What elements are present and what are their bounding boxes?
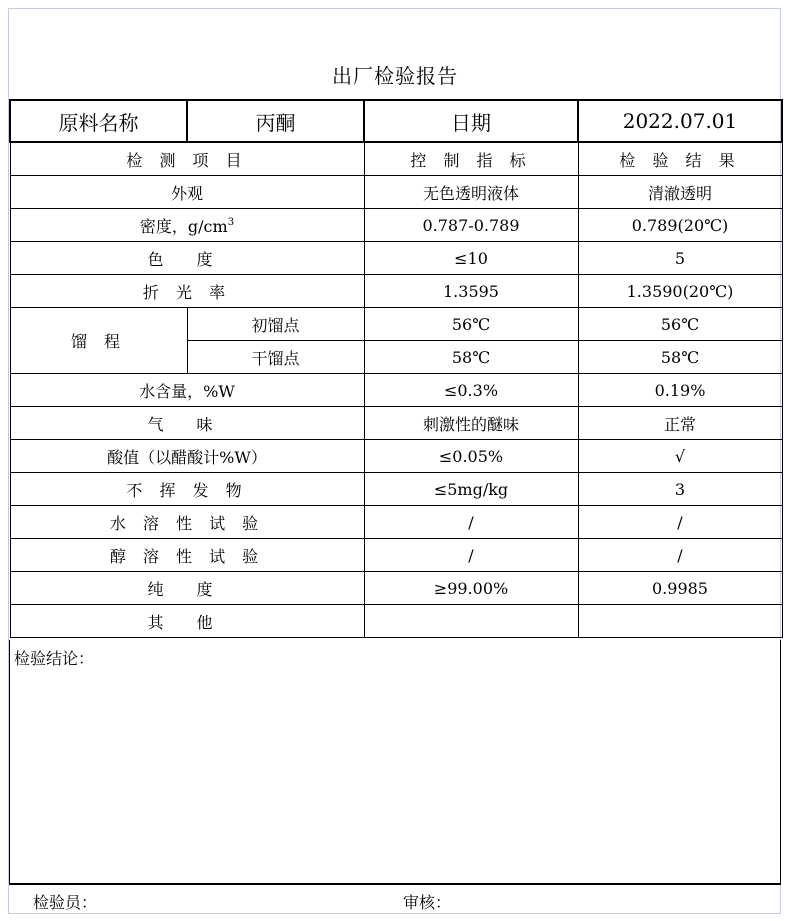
item-water-solubility-test: 水 溶 性 试 验 [10,506,364,539]
spec-purity: ≥99.00% [364,572,578,605]
column-header-spec: 控 制 指 标 [364,142,578,176]
spec-initial-boiling-point: 56℃ [364,308,578,341]
reviewer-signature-label: 审核： [403,893,452,912]
item-odor: 气 味 [10,407,364,440]
material-name-label: 原料名称 [10,100,187,142]
column-header-row [10,142,782,176]
table-row [10,473,782,506]
item-other: 其 他 [10,605,364,638]
item-purity: 纯 度 [10,572,364,605]
inspection-table [9,99,783,638]
spec-water-content: ≤0.3% [364,374,578,407]
header-row [10,100,782,142]
spec-odor: 刺激性的醚味 [364,407,578,440]
table-row [10,539,782,572]
spec-alcohol-solubility-test: / [364,539,578,572]
result-alcohol-solubility-test[interactable]: / [578,539,782,572]
conclusion-box[interactable] [9,640,781,885]
table-row [10,572,782,605]
result-nonvolatile-matter[interactable]: 3 [578,473,782,506]
date-label: 日期 [364,100,578,142]
table-row [10,506,782,539]
item-distillation-range: 馏 程 [10,308,187,374]
item-initial-boiling-point: 初馏点 [187,308,364,341]
result-initial-boiling-point[interactable]: 56℃ [578,308,782,341]
column-header-result: 检 验 结 果 [578,142,782,176]
result-dry-point[interactable]: 58℃ [578,341,782,374]
table-row [10,242,782,275]
item-color: 色 度 [10,242,364,275]
item-density-label: 密度，g/cm [139,216,228,236]
item-dry-point: 干馏点 [187,341,364,374]
table-row [10,374,782,407]
item-water-content: 水含量，%W [10,374,364,407]
spec-water-solubility-test: / [364,506,578,539]
result-density[interactable]: 0.789(20℃) [578,209,782,242]
result-odor[interactable]: 正常 [578,407,782,440]
material-name-value[interactable]: 丙酮 [187,100,364,142]
spec-dry-point: 58℃ [364,341,578,374]
table-row [10,308,782,341]
result-acid-value[interactable]: √ [578,440,782,473]
item-acid-value: 酸值（以醋酸计%W） [10,440,364,473]
table-row [10,209,782,242]
table-row [10,605,782,638]
result-other[interactable] [578,605,782,638]
spec-color: ≤10 [364,242,578,275]
result-purity[interactable]: 0.9985 [578,572,782,605]
item-alcohol-solubility-test: 醇 溶 性 试 验 [10,539,364,572]
result-refractive-index[interactable]: 1.3590(20℃) [578,275,782,308]
spec-appearance: 无色透明液体 [364,176,578,209]
table-row [10,176,782,209]
result-appearance[interactable]: 清澈透明 [578,176,782,209]
column-header-item: 检 测 项 目 [10,142,364,176]
result-water-solubility-test[interactable]: / [578,506,782,539]
date-value[interactable]: 2022.07.01 [578,100,782,142]
table-row [10,407,782,440]
item-density-superscript: 3 [227,216,235,228]
result-color[interactable]: 5 [578,242,782,275]
item-appearance: 外观 [10,176,364,209]
spec-nonvolatile-matter: ≤5mg/kg [364,473,578,506]
table-row [10,275,782,308]
conclusion-label: 检验结论： [14,649,95,668]
inspector-signature-label: 检验员： [33,893,98,912]
item-nonvolatile-matter: 不 挥 发 物 [10,473,364,506]
item-density [10,209,364,242]
item-refractive-index: 折 光 率 [10,275,364,308]
spec-density: 0.787-0.789 [364,209,578,242]
table-row [10,440,782,473]
spec-other[interactable] [364,605,578,638]
result-water-content[interactable]: 0.19% [578,374,782,407]
spec-refractive-index: 1.3595 [364,275,578,308]
report-title: 出厂检验报告 [332,64,458,88]
spec-acid-value: ≤0.05% [364,440,578,473]
